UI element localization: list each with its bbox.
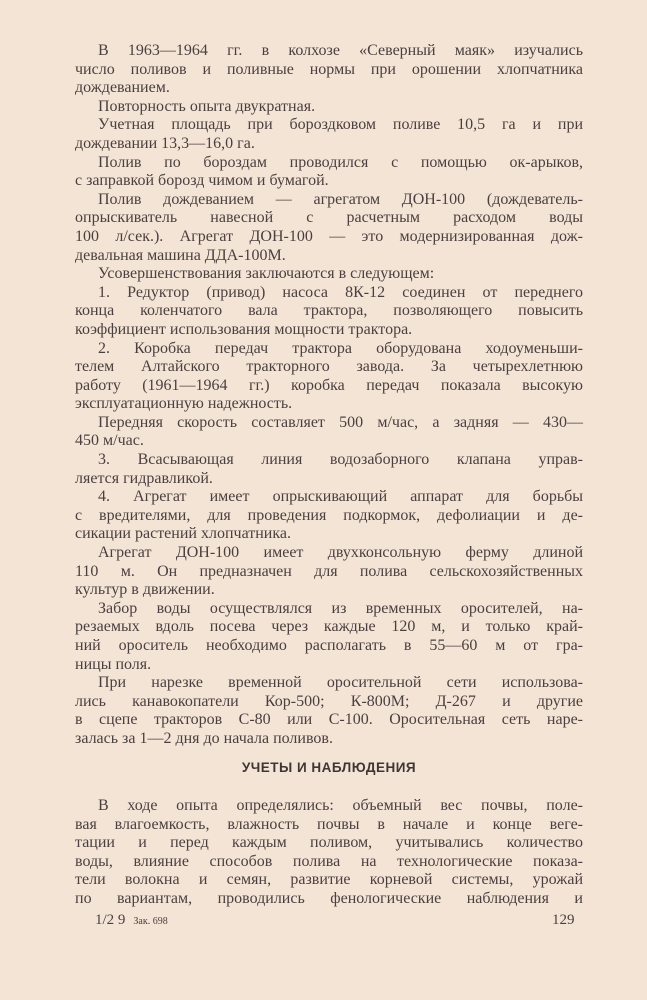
paragraph — [75, 265, 583, 284]
text-line: В ходе опыта определялись: объемный вес почвы, поле- — [98, 797, 583, 814]
text-line: Полив дождеванием — агрегатом ДОН-100 (дождеватель- — [98, 190, 583, 208]
body-text — [75, 42, 583, 749]
text-line: ницы поля. — [75, 655, 152, 673]
text-line: Усовершенствования заключаются в следующем: — [98, 265, 435, 283]
paragraph — [75, 284, 583, 340]
text-line: вая влагоемкость, влажность почвы в начале и конце веге- — [75, 815, 583, 833]
text-line: опрыскиватель навесной с расчетным расходом воды — [75, 209, 583, 227]
text-line: резаемых вдоль посева через каждые 120 м, и только край- — [75, 618, 583, 636]
text-line: ляется гидравликой. — [75, 469, 213, 487]
paragraph — [75, 98, 583, 117]
text-line: 1. Редуктор (привод) насоса 8К-12 соединен от переднего — [98, 283, 583, 301]
paragraph — [75, 451, 583, 488]
text-line: дождеванием. — [75, 79, 170, 97]
text-line: 450 м/час. — [75, 432, 144, 450]
signature-mark: 1/2 9 — [95, 912, 126, 928]
text-line: сикации растений хлопчатника. — [75, 525, 291, 543]
section-text — [75, 797, 583, 909]
text-line: в сцепе тракторов С-80 или С-100. Оросительная сеть наре- — [75, 711, 583, 729]
text-line: 4. Агрегат имеет опрыскивающий аппарат для борьбы — [98, 488, 583, 506]
text-line: девальная машина ДДА-100М. — [75, 246, 286, 264]
text-line: В 1963—1964 гг. в колхозе «Северный маяк» изучались — [98, 42, 583, 59]
text-line: с вредителями, для проведения подкормок, дефолиации и де- — [75, 506, 583, 524]
text-line: 3. Всасывающая линия водозаборного клапана управ- — [98, 451, 583, 469]
text-line: дождевании 13,3—16,0 га. — [75, 134, 255, 152]
text-line: залась за 1—2 дня до начала поливов. — [75, 729, 333, 747]
text-line: конца коленчатого вала трактора, позволяющего повысить — [75, 302, 583, 320]
text-line: с заправкой борозд чимом и бумагой. — [75, 172, 329, 190]
text-line: 100 л/сек.). Агрегат ДОН-100 — это модернизированная дож- — [75, 227, 583, 245]
order-number: Зак. 698 — [133, 916, 168, 927]
paragraph — [75, 414, 583, 451]
paragraph — [75, 42, 583, 98]
paragraph — [75, 191, 583, 265]
text-line: воды, влияние способов полива на технологические показа- — [75, 852, 583, 870]
text-line: ний ороситель необходимо располагать в 55—60 м от гра- — [75, 637, 583, 654]
text-line: 2. Коробка передач трактора оборудована ходоуменьши- — [98, 339, 583, 357]
footer-signature — [95, 912, 168, 929]
text-line: Полив по бороздам проводился с помощью ок-арыков, — [98, 153, 583, 171]
text-line: Повторность опыта двукратная. — [98, 97, 316, 115]
paragraph — [75, 488, 583, 544]
text-line: Учетная площадь при бороздковом поливе 10,5 га и при — [98, 116, 583, 134]
section-heading: УЧЕТЫ И НАБЛЮДЕНИЯ — [241, 760, 417, 775]
text-line: 110 м. Он предназначен для полива сельскохозяйственных — [75, 562, 583, 580]
paragraph — [75, 797, 583, 909]
text-line: эксплуатационную надежность. — [75, 395, 293, 413]
paragraph — [75, 544, 583, 600]
text-line: тации и перед каждым поливом, учитывались количество — [75, 834, 583, 852]
text-line: культур в движении. — [75, 581, 215, 599]
text-line: Агрегат ДОН-100 имеет двухконсольную ферму длиной — [98, 544, 583, 562]
page-number: 129 — [552, 912, 575, 928]
text-line: число поливов и поливные нормы при орошении хлопчатника — [75, 60, 583, 78]
paragraph — [75, 674, 583, 748]
text-line: работу (1961—1964 гг.) коробка передач показала высокую — [75, 376, 583, 394]
text-line: телем Алтайского тракторного завода. За четырехлетнюю — [75, 358, 583, 376]
text-line: тели волокна и семян, развитие корневой системы, урожай — [75, 871, 583, 889]
text-line: по вариантам, проводились фенологические наблюдения и — [75, 889, 583, 907]
paragraph — [75, 154, 583, 191]
text-line: Передняя скорость составляет 500 м/час, а задняя — 430— — [98, 413, 583, 431]
paragraph — [75, 340, 583, 414]
text-line: лись канавокопатели Кор-500; К-800М; Д-267 и другие — [75, 692, 583, 710]
text-line: Забор воды осуществлялся из временных оросителей, на- — [98, 599, 583, 617]
text-line: При нарезке временной оросительной сети использова- — [98, 674, 583, 692]
text-line: коэффициент использования мощности трактора. — [75, 320, 413, 338]
paragraph — [75, 116, 583, 153]
paragraph — [75, 600, 583, 674]
